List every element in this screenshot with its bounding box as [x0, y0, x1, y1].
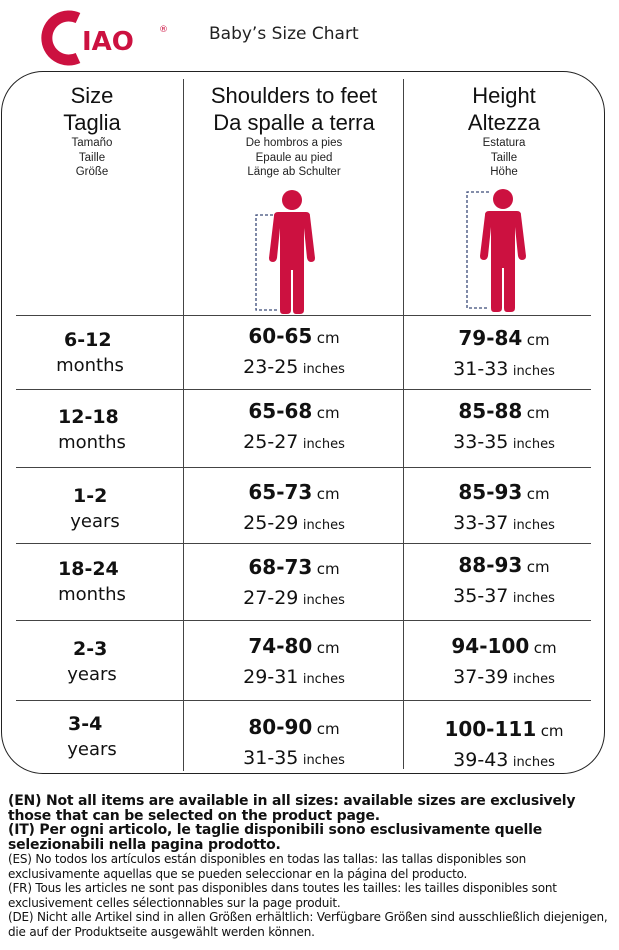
size-unit: years — [67, 739, 117, 760]
header-shoulders-de: Länge ab Schulter — [247, 166, 341, 178]
shoulders-cm: 74-80 — [248, 634, 313, 658]
height-inches: 39-43 — [453, 749, 509, 771]
table-row-shoulders — [184, 322, 404, 384]
unit-inches: inches — [302, 593, 345, 608]
size-unit: months — [58, 584, 126, 605]
size-range: 2-3 — [73, 638, 108, 660]
unit-inches: inches — [512, 755, 555, 770]
header-shoulders-title-it: Da spalle a terra — [213, 110, 375, 135]
unit-inches: inches — [302, 672, 345, 687]
header-height-es: Estatura — [482, 137, 526, 149]
unit-cm: cm — [526, 331, 550, 349]
shoulders-inches: 23-25 — [243, 356, 299, 378]
table-row-size — [14, 483, 170, 535]
size-range: 12-18 — [58, 406, 119, 428]
unit-cm: cm — [316, 560, 340, 578]
unit-inches: inches — [512, 591, 555, 606]
unit-cm: cm — [316, 639, 340, 657]
table-row-shoulders — [184, 553, 404, 615]
size-unit: years — [70, 511, 120, 532]
height-inches: 35-37 — [453, 585, 509, 607]
unit-cm: cm — [316, 329, 340, 347]
unit-inches: inches — [512, 518, 555, 533]
unit-inches: inches — [512, 364, 555, 379]
size-range: 1-2 — [73, 485, 108, 507]
table-row-height — [404, 324, 604, 386]
unit-cm: cm — [316, 404, 340, 422]
size-unit: months — [58, 432, 126, 453]
header-height-fr: Taille — [490, 151, 518, 164]
unit-inches: inches — [302, 753, 345, 768]
ciao-logo — [38, 6, 178, 68]
shoulders-cm: 68-73 — [248, 555, 313, 579]
unit-inches: inches — [512, 437, 555, 452]
shoulders-inches: 25-27 — [243, 431, 299, 453]
header-size-title-it: Taglia — [63, 110, 121, 135]
height-cm: 88-93 — [458, 553, 523, 577]
table-row-height — [404, 397, 604, 459]
table-row-shoulders — [184, 397, 404, 459]
table-row-shoulders — [184, 713, 404, 775]
table-row-size — [14, 711, 170, 763]
height-cm: 85-93 — [458, 480, 523, 504]
shoulders-cm: 80-90 — [248, 715, 313, 739]
table-row-height — [404, 478, 604, 540]
height-cm: 85-88 — [458, 399, 523, 423]
header-height — [404, 82, 604, 180]
shoulders-cm: 65-73 — [248, 480, 313, 504]
unit-cm: cm — [540, 722, 564, 740]
height-inches: 33-37 — [453, 512, 509, 534]
unit-cm: cm — [316, 720, 340, 738]
size-range: 6-12 — [64, 329, 112, 351]
size-unit: years — [67, 664, 117, 685]
unit-inches: inches — [302, 518, 345, 533]
note-de: (DE) Nicht alle Artikel sind in allen Größen erhältlich: Verfügbare Größen sind ausschließlich diejenigen, die auf der Produktseite ausgewählt werden können. — [8, 910, 608, 939]
row-divider-4 — [16, 620, 591, 621]
unit-inches: inches — [302, 437, 345, 452]
header-height-title: Height — [472, 83, 536, 108]
unit-cm: cm — [316, 485, 340, 503]
row-divider-3 — [16, 543, 591, 544]
note-fr: (FR) Tous les articles ne sont pas disponibles dans toutes les tailles: les tailles disponibles sont exclusivement celles sélectionnables sur la page produit. — [8, 881, 557, 910]
header-height-de: Höhe — [490, 166, 518, 178]
table-row-size — [12, 327, 168, 379]
row-divider-5 — [16, 700, 591, 701]
person-height-icon — [461, 188, 541, 318]
header-size-es: Tamaño — [71, 137, 113, 149]
table-row-height — [404, 715, 604, 777]
shoulders-inches: 29-31 — [243, 666, 299, 688]
unit-cm: cm — [526, 485, 550, 503]
person-shoulders-to-feet-icon — [250, 190, 330, 320]
header-size — [14, 82, 170, 180]
availability-notes — [8, 794, 608, 939]
unit-cm: cm — [526, 558, 550, 576]
height-cm: 100-111 — [444, 717, 537, 741]
header-shoulders — [184, 82, 404, 180]
height-inches: 37-39 — [453, 666, 509, 688]
header-size-title: Size — [70, 83, 114, 108]
size-range: 3-4 — [68, 713, 103, 735]
shoulders-cm: 65-68 — [248, 399, 313, 423]
unit-cm: cm — [526, 404, 550, 422]
table-row-shoulders — [184, 632, 404, 694]
header-shoulders-es: De hombros a pies — [245, 137, 343, 149]
chart-title: Baby’s Size Chart — [209, 24, 359, 44]
shoulders-cm: 60-65 — [248, 324, 313, 348]
note-en: (EN) Not all items are available in all sizes: available sizes are exclusively those that can be selected on the product page. — [8, 793, 576, 824]
header-size-fr: Taille — [78, 151, 106, 164]
table-row-height — [404, 551, 604, 613]
table-row-size — [14, 636, 170, 688]
unit-inches: inches — [302, 362, 345, 377]
note-it: (IT) Per ogni articolo, le taglie disponibili sono esclusivamente quelle selezionabili nella pagina prodotto. — [8, 822, 543, 853]
header-size-de: Größe — [75, 166, 109, 178]
shoulders-inches: 25-29 — [243, 512, 299, 534]
size-range: 18-24 — [58, 558, 119, 580]
header-shoulders-title: Shoulders to feet — [210, 83, 378, 108]
header-shoulders-fr: Epaule au pied — [255, 151, 333, 164]
header-height-title-it: Altezza — [467, 110, 541, 135]
table-row-size — [14, 404, 170, 456]
shoulders-inches: 31-35 — [243, 747, 299, 769]
svg-text:®: ® — [159, 25, 168, 35]
row-divider-1 — [16, 389, 591, 390]
table-row-size — [14, 556, 170, 608]
height-inches: 31-33 — [453, 358, 509, 380]
table-row-height — [404, 632, 604, 694]
height-cm: 79-84 — [458, 326, 523, 350]
unit-inches: inches — [512, 672, 555, 687]
note-es: (ES) No todos los artículos están disponibles en todas las tallas: las tallas disponibles son exclusivamente aquellas que se pueden seleccionar en la página del producto. — [8, 852, 527, 881]
height-cm: 94-100 — [451, 634, 530, 658]
size-unit: months — [56, 355, 124, 376]
svg-text:IAO: IAO — [82, 27, 134, 57]
unit-cm: cm — [533, 639, 557, 657]
shoulders-inches: 27-29 — [243, 587, 299, 609]
table-row-shoulders — [184, 478, 404, 540]
row-divider-2 — [16, 467, 591, 468]
height-inches: 33-35 — [453, 431, 509, 453]
